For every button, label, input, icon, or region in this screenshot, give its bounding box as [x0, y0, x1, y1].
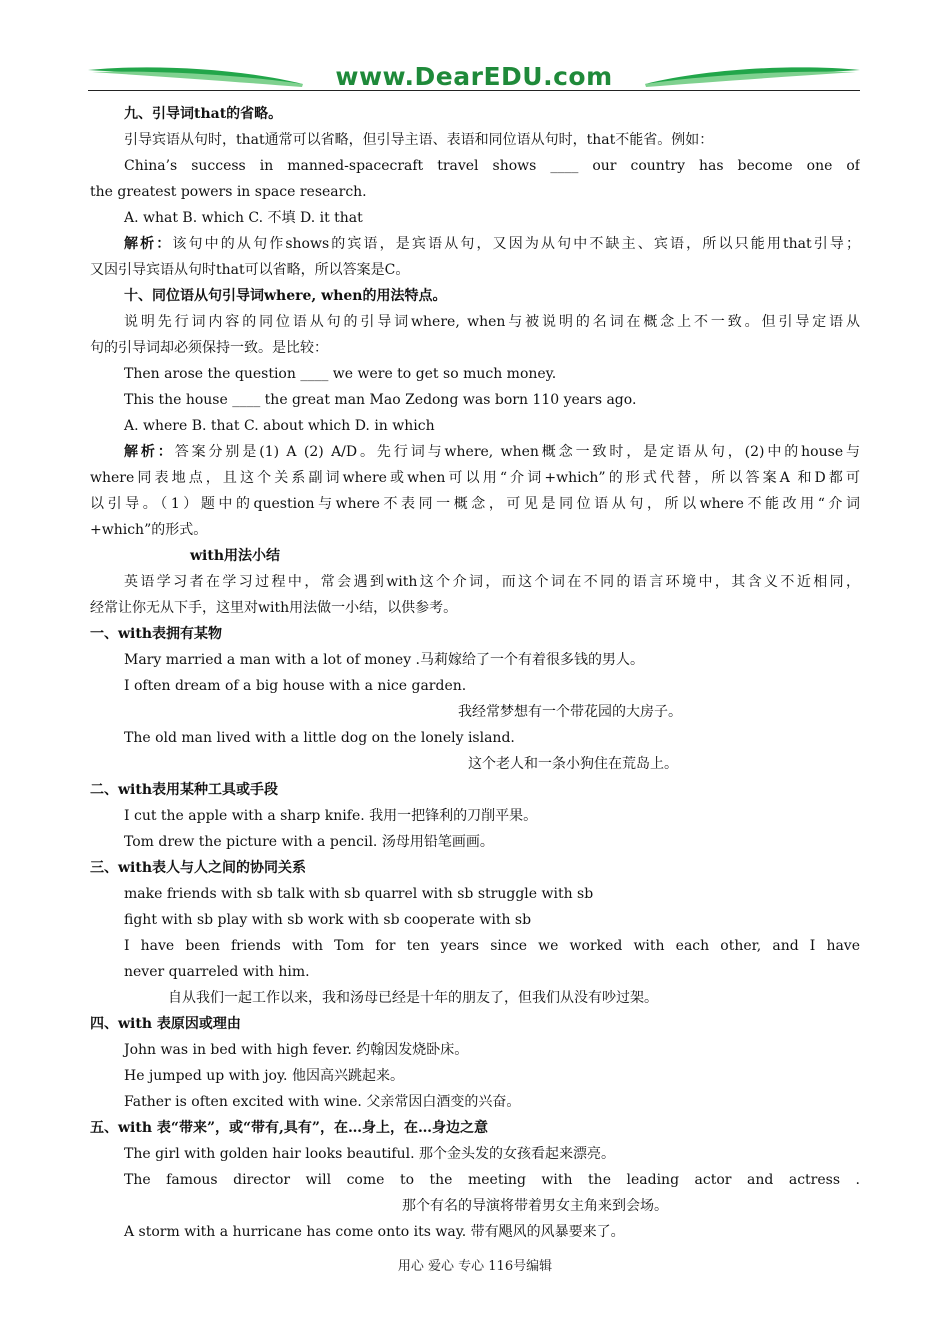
line-text: China’s success in manned-spacecraft travel shows ____ our country has become one of [124, 158, 860, 174]
text-line [90, 803, 860, 829]
line-text: 英语学习者在学习过程中，常会遇到with这个介词，而这个词在不同的语言环境中，其含义不近相同， [124, 574, 860, 590]
line-text: fight with sb play with sb work with sb cooperate with sb [124, 912, 532, 928]
text-line [90, 543, 860, 569]
text-line [90, 959, 860, 985]
line-text: The famous director will come to the meeting with the leading actor and actress . [124, 1172, 860, 1188]
text-line [90, 1167, 860, 1193]
text-line [90, 465, 860, 491]
text-line [90, 985, 860, 1011]
text-line [90, 361, 860, 387]
text-line [90, 777, 860, 803]
text-line [90, 335, 860, 361]
brand-logo-text: www.DearEDU.com [335, 62, 613, 91]
text-line [90, 439, 860, 465]
line-text: The girl with golden hair looks beautiful. 那个金头发的女孩看起来漂亮。 [124, 1146, 616, 1162]
analysis-label: 解析： [124, 444, 175, 460]
line-text: 十、同位语从句引导词where, when的用法特点。 [124, 288, 447, 304]
text-line [90, 621, 860, 647]
line-text: John was in bed with high fever. 约翰因发烧卧床。 [124, 1042, 469, 1058]
text-line [90, 517, 860, 543]
line-text: The old man lived with a little dog on the lonely island. [124, 730, 515, 746]
text-line [90, 1141, 860, 1167]
analysis-text: 该句中的从句作shows的宾语，是宾语从句，又因为从句中不缺主、宾语，所以只能用that引导； [172, 236, 860, 252]
text-line [90, 907, 860, 933]
text-line [90, 491, 860, 517]
line-text: 句的引导词却必须保持一致。是比较： [90, 340, 328, 356]
line-text: 这个老人和一条小狗住在荒岛上。 [468, 756, 678, 772]
line-text: 经常让你无从下手，这里对with用法做一小结，以供参考。 [90, 600, 458, 616]
text-line [90, 1063, 860, 1089]
line-text: 引导宾语从句时，that通常可以省略，但引导主语、表语和同位语从句时，that不能省。例如： [124, 132, 714, 148]
analysis-label: 解析： [124, 236, 173, 252]
text-line [90, 569, 860, 595]
line-text: I cut the apple with a sharp knife. 我用一把锋利的刀削平果。 [124, 808, 538, 824]
text-line [90, 647, 860, 673]
text-line [90, 231, 860, 257]
line-text: Father is often excited with wine. 父亲常因白酒变的兴奋。 [124, 1094, 521, 1110]
text-line [90, 205, 860, 231]
line-text: A. what B. which C. 不填 D. it that [124, 210, 363, 226]
line-text: where同表地点，且这个关系副词where或when可以用“介词+which”的形式代替，所以答案A 和D都可 [90, 470, 860, 486]
line-text: 四、with 表原因或理由 [90, 1016, 241, 1032]
line-text: never quarreled with him. [124, 964, 310, 980]
line-text: I have been friends with Tom for ten years since we worked with each other, and I have [124, 938, 860, 954]
text-line [90, 257, 860, 283]
line-text: Tom drew the picture with a pencil. 汤母用铅笔画画。 [124, 834, 494, 850]
text-line [90, 1219, 860, 1245]
line-text: 自从我们一起工作以来，我和汤母已经是十年的朋友了，但我们从没有吵过架。 [168, 990, 658, 1006]
line-text: with用法小结 [190, 548, 281, 564]
line-text: 三、with表人与人之间的协同关系 [90, 860, 307, 876]
text-line [90, 855, 860, 881]
text-line [90, 101, 860, 127]
text-line [90, 1193, 860, 1219]
line-text: +which”的形式。 [90, 522, 208, 538]
line-text: 一、with表拥有某物 [90, 626, 223, 642]
text-line [90, 933, 860, 959]
line-text: 五、with 表“带来”，或“带有,具有”，在…身上，在…身边之意 [90, 1120, 488, 1136]
line-text: 二、with表用某种工具或手段 [90, 782, 279, 798]
text-line [90, 881, 860, 907]
page-footer: 用心 爱心 专心 116号编辑 [397, 1259, 553, 1274]
text-line [90, 1089, 860, 1115]
text-line [90, 725, 860, 751]
text-line [90, 309, 860, 335]
text-line [90, 751, 860, 777]
line-text: make friends with sb talk with sb quarrel with sb struggle with sb [124, 886, 594, 902]
line-text: A storm with a hurricane has come onto its way. 带有飓风的风暴要来了。 [124, 1224, 625, 1240]
text-line [90, 829, 860, 855]
text-line [90, 673, 860, 699]
text-line [90, 699, 860, 725]
line-text: He jumped up with joy. 他因高兴跳起来。 [124, 1068, 404, 1084]
line-text: 说明先行词内容的同位语从句的引导词where, when与被说明的名词在概念上不一致。但引导定语从 [124, 314, 860, 330]
line-text: the greatest powers in space research. [90, 184, 367, 200]
line-text: Then arose the question ____ we were to get so much money. [124, 366, 557, 382]
line-text: Mary married a man with a lot of money .马莉嫁给了一个有着很多钱的男人。 [124, 652, 645, 668]
text-line [90, 153, 860, 179]
line-text: 我经常梦想有一个带花园的大房子。 [458, 704, 682, 720]
line-text: I often dream of a big house with a nice garden. [124, 678, 467, 694]
text-line [90, 127, 860, 153]
header-rule [88, 90, 860, 91]
text-line [90, 1115, 860, 1141]
line-text: 九、引导词that的省略。 [124, 106, 283, 122]
text-line [90, 387, 860, 413]
document-body [90, 101, 860, 1245]
analysis-text: 答案分别是(1) A (2) A/D。先行词与where, when概念一致时，是定语从句，(2)中的house与 [174, 444, 860, 460]
line-text: 又因引导宾语从句时that可以省略，所以答案是C。 [90, 262, 410, 278]
text-line [90, 1037, 860, 1063]
line-text: 那个有名的导演将带着男女主角来到会场。 [402, 1198, 668, 1214]
text-line [90, 595, 860, 621]
text-line [90, 283, 860, 309]
text-line [90, 1011, 860, 1037]
text-line [90, 413, 860, 439]
line-text: A. where B. that C. about which D. in which [124, 418, 435, 434]
text-line [90, 179, 860, 205]
line-text: 以引导。（1）题中的question与where不表同一概念，可见是同位语从句，所以where不能改用“介词 [90, 496, 860, 512]
line-text: This the house ____ the great man Mao Zedong was born 110 years ago. [124, 392, 637, 408]
